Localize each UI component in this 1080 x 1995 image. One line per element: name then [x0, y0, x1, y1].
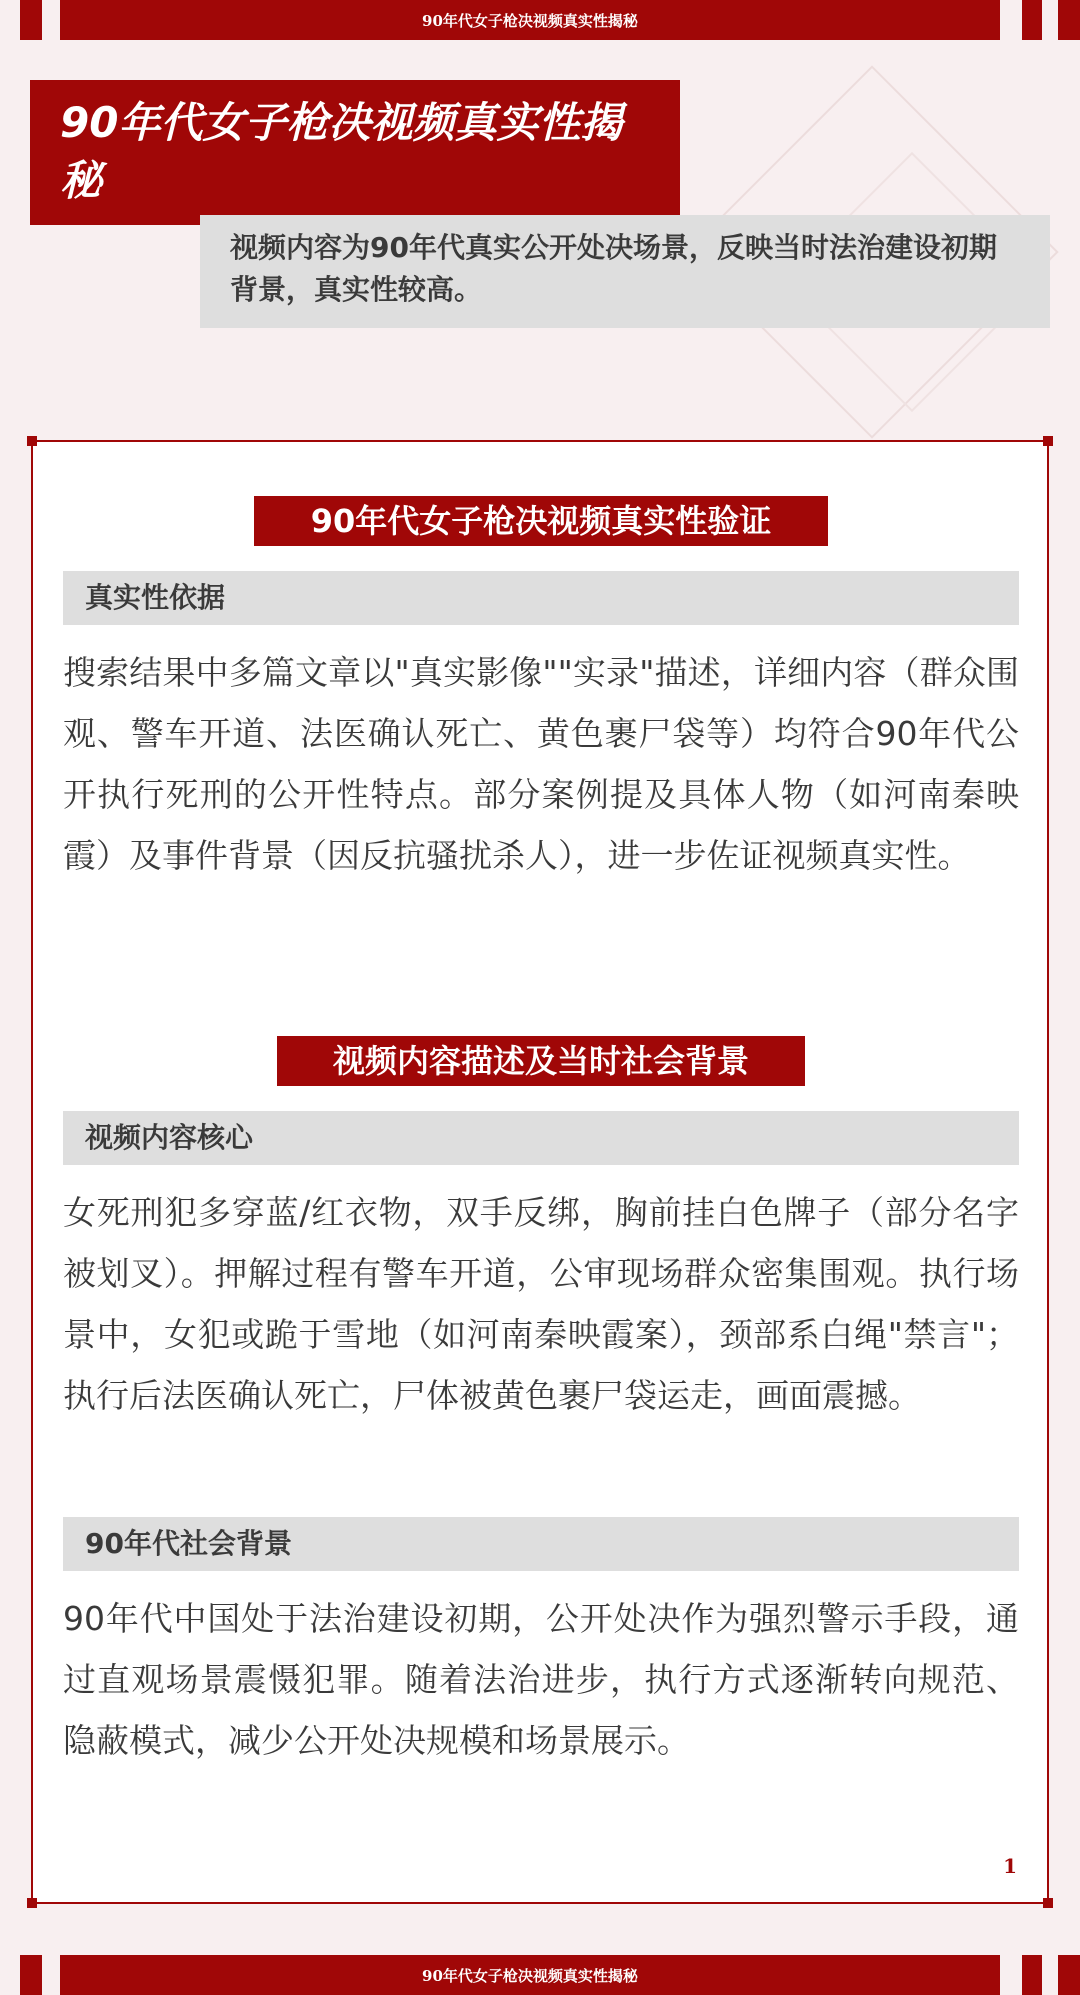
subsection-heading-social-background: 90年代社会背景 [63, 1517, 1019, 1571]
header-strip [0, 0, 1080, 40]
subsection-heading-video-content: 视频内容核心 [63, 1111, 1019, 1165]
summary-text: 视频内容为90年代真实公开处决场景，反映当时法治建设初期背景，真实性较高。 [230, 231, 997, 306]
footer-decor-bar-right-2 [1058, 1955, 1080, 1995]
footer-title: 90年代女子枪决视频真实性揭秘 [422, 1966, 638, 1985]
footer-decor-bar-right-1 [1022, 1955, 1042, 1995]
footer-strip [0, 1955, 1080, 1995]
footer-bar [60, 1955, 1000, 1995]
section-title-verification: 90年代女子枪决视频真实性验证 [254, 496, 828, 546]
header-decor-bar-left [20, 0, 42, 40]
card-corner-top-right [1043, 436, 1053, 446]
card-corner-bottom-right [1043, 1898, 1053, 1908]
header-decor-bar-right-2 [1058, 0, 1080, 40]
section-title-background: 视频内容描述及当时社会背景 [277, 1036, 805, 1086]
paragraph-social-background: 90年代中国处于法治建设初期，公开处决作为强烈警示手段，通过直观场景震慑犯罪。随着法治进步，执行方式逐渐转向规范、隐蔽模式，减少公开处决规模和场景展示。 [63, 1599, 1019, 1760]
summary-box [200, 215, 1050, 328]
header-title: 90年代女子枪决视频真实性揭秘 [422, 11, 638, 30]
card-corner-top-left [27, 436, 37, 446]
paragraph-evidence: 搜索结果中多篇文章以"真实影像""实录"描述，详细内容（群众围观、警车开道、法医确认死亡、黄色裹尸袋等）均符合90年代公开执行死刑的公开性特点。部分案例提及具体人物（如河南秦映霞）及事件背景（因反抗骚扰杀人），进一步佐证视频真实性。 [63, 653, 1019, 875]
header-decor-bar-right-1 [1022, 0, 1042, 40]
header-bar [60, 0, 1000, 40]
card-corner-bottom-left [27, 1898, 37, 1908]
page-title: 90年代女子枪决视频真实性揭秘 [60, 98, 623, 205]
footer-decor-bar-left [20, 1955, 42, 1995]
content-card [31, 440, 1049, 1904]
subsection-heading-evidence: 真实性依据 [63, 571, 1019, 625]
page-number: 1 [1003, 1854, 1017, 1878]
paragraph-video-content: 女死刑犯多穿蓝/红衣物，双手反绑，胸前挂白色牌子（部分名字被划叉）。押解过程有警车开道，公审现场群众密集围观。执行场景中，女犯或跪于雪地（如河南秦映霞案），颈部系白绳"禁言"；执行后法医确认死亡，尸体被黄色裹尸袋运走，画面震撼。 [63, 1193, 1019, 1415]
page-title-box [30, 80, 680, 225]
